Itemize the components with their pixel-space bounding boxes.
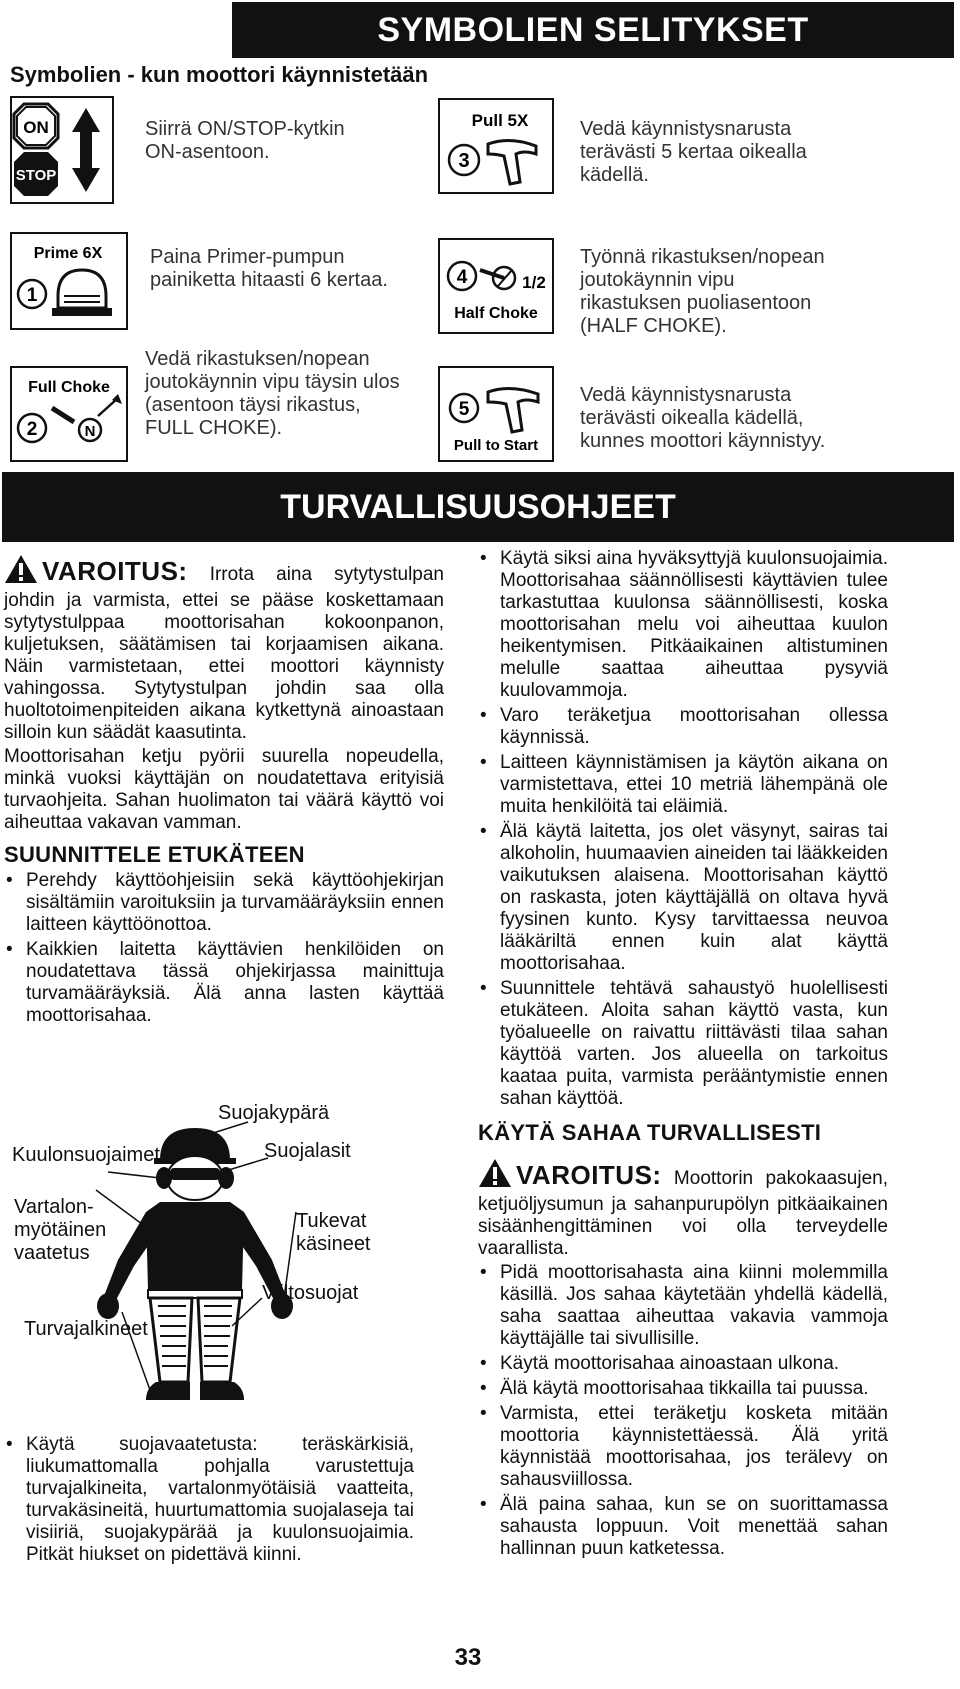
symbols-header-banner — [232, 2, 954, 58]
label-gloves: Tukevat käsineet — [296, 1210, 371, 1255]
symbol-text-full-choke: Vedä rikastuksen/nopean joutokäynnin vipu täysin ulos (asentoon täysi rikastus, FULL CHOKE). — [145, 348, 400, 439]
list-item: • Käytä suojavaatetusta: teräskärkisiä, liukumattomalla pohjalla varustettuja turvajalkineita, vartalonmyötäisiä vaatteita, turvakäsineitä, huurtumattomia suojalaseja tai visiiriä, suojakypärää ja kuulonsuojaimia. Pitkät hiukset on pidettävä kiinni. — [4, 1434, 414, 1566]
label-safety-glasses: Suojalasit — [264, 1140, 351, 1162]
plan-ahead-heading: SUUNNITTELE ETUKÄTEEN — [4, 842, 305, 867]
list-item: • Varo teräketjua moottorisahan ollessa käynnissä. — [478, 705, 888, 749]
prime-6x-icon — [10, 232, 128, 330]
use-safely-list — [478, 1262, 888, 1560]
label-snug-clothing: Vartalon- myötäinen vaatetus — [14, 1196, 107, 1264]
pull-to-start-label: Pull to Start — [453, 437, 539, 454]
prime-6x-label: Prime 6X — [33, 245, 103, 262]
symbol-text-prime-6x: Paina Primer-pumpun painiketta hitaasti 6 kertaa. — [150, 246, 388, 291]
stop-label: STOP — [15, 167, 57, 184]
label-chaps: Viiltosuojat — [262, 1282, 359, 1304]
warning-text-2: Moottorin pakokaasujen, ketjuöljysumun ja sahanpurupölyn pitkäaikainen sisäänhengittäminen voi olla terveydelle vaarallista. — [478, 1168, 888, 1259]
symbol-text-half-choke: Työnnä rikastuksen/nopean joutokäynnin vipu rikastuksen puoliasentoon (HALF CHOKE). — [580, 246, 825, 337]
symbol-text-pull-5x: Vedä käynnistysnarusta terävästi 5 kertaa oikealla kädellä. — [580, 118, 807, 186]
chain-warning-text: Moottorisahan ketju pyörii suurella nopeudella, minkä vuoksi käyttäjän on noudatettava erityisiä turvaohjeita. Sahan huolimaton tai väärä käyttö voi aiheuttaa vakavan vamman. — [4, 746, 444, 833]
step-4-label: 4 — [456, 267, 468, 288]
warning-block-1 — [4, 554, 444, 744]
list-item: • Perehdy käyttöohjeisiin sekä käyttöohjekirjan sisältämiin varoituksiin ja turvamääräyksiin ennen laitteen käyttöönottoa. — [4, 870, 444, 936]
safety-banner — [2, 472, 954, 542]
step-5-label: 5 — [458, 399, 470, 420]
pull-5x-label: Pull 5X — [471, 111, 529, 130]
warning-triangle-icon — [4, 554, 38, 590]
plan-ahead-list — [4, 870, 444, 1027]
use-safely-heading: KÄYTÄ SAHAA TURVALLISESTI — [478, 1120, 822, 1145]
half-choke-label: Half Choke — [454, 305, 538, 322]
warning-block-2 — [478, 1158, 888, 1260]
on-label: ON — [23, 118, 49, 137]
warning-text-1: Irrota aina sytytystulpan johdin ja varmista, ettei se pääse koskettamaan sytytystulppaa moottorisahan kokoonpanon, kuljetuksen, säätämisen tai korjaamisen aikana. Näin varmistetaan, ettei moottori käynnisty vahingossa. Sytytystulpan johdin saa olla huoltotoimenpiteiden aikana kytkettynä ainoastaan silloin kun säädät kaasutinta. — [4, 564, 444, 743]
right-column — [478, 548, 888, 1563]
warning-label-2: VAROITUS: — [516, 1160, 662, 1190]
half-label: 1/2 — [522, 273, 546, 292]
symbol-text-on-stop: Siirrä ON/STOP-kytkin ON-asentoon. — [145, 118, 345, 163]
label-helmet: Suojakypärä — [218, 1102, 330, 1124]
n-label: N — [84, 423, 96, 440]
pull-to-start-icon — [438, 366, 554, 462]
page-number: 33 — [454, 1644, 482, 1671]
list-item: • Laitteen käynnistämisen ja käytön aikana on varmistettava, ettei 10 metriä lähempänä ole muita henkilöitä tai eläimiä. — [478, 752, 888, 818]
pull-5x-icon — [438, 98, 554, 194]
warning-label-1: VAROITUS: — [42, 556, 188, 586]
list-item: • Älä käytä moottorisahaa tikkailla tai puussa. — [478, 1378, 888, 1400]
half-choke-icon — [438, 238, 554, 334]
label-hearing-protection: Kuulonsuojaimet — [12, 1144, 160, 1166]
full-choke-label: Full Choke — [28, 379, 110, 396]
safety-title: TURVALLISUUSOHJEET — [280, 488, 676, 526]
warning-triangle-icon — [478, 1158, 512, 1194]
list-item: • Käytä moottorisahaa ainoastaan ulkona. — [478, 1353, 888, 1375]
list-item: • Älä käytä laitetta, jos olet väsynyt, sairas tai alkoholin, huumaavien aineiden tai lääkkeiden vaikutuksen alaisena. Moottorisahan käyttö on raskasta, joten käyttäjällä on oltava hyvä fyysinen kunto. Kysy tarvittaessa neuvoa lääkäriltä ennen kuin alat käyttä moottorisahaa. — [478, 821, 888, 975]
on-stop-icon — [10, 96, 114, 204]
step-2-label: 2 — [26, 419, 38, 440]
list-item: • Suunnittele tehtävä sahaustyö huolellisesti etukäteen. Aloita sahan käyttö vasta, kun työalueelle on raivattu riittävästi tilaa sahan käyttöä varten. Jos alueella on tarkoitus kaataa puita, varmista perääntymistie ennen sahan käyttöä. — [478, 978, 888, 1110]
page-title: SYMBOLIEN SELITYKSET — [377, 11, 809, 49]
label-boots: Turvajalkineet — [24, 1318, 148, 1340]
symbol-text-pull-to-start: Vedä käynnistysnarusta terävästi oikealla kädellä, kunnes moottori käynnistyy. — [580, 384, 826, 452]
right-safety-list — [478, 548, 888, 1110]
clothing-list — [4, 1434, 414, 1569]
list-item: • Kaikkien laitetta käyttävien henkilöiden on noudatettava tässä ohjekirjassa mainittuja turvamääräyksiä. Älä anna lasten käyttää moottorisahaa. — [4, 939, 444, 1027]
symbols-subtitle: Symbolien - kun moottori käynnistetään — [10, 62, 429, 87]
step-3-label: 3 — [458, 150, 470, 172]
left-column — [4, 554, 444, 1030]
full-choke-icon — [10, 366, 128, 462]
list-item: • Varmista, ettei teräketju kosketa mitään moottoria käynnistettäessä. Älä yritä käynnistää moottorisahaa, jos terälevy on sahausviillossa. — [478, 1403, 888, 1491]
list-item: • Käytä siksi aina hyväksyttyjä kuulonsuojaimia. Moottorisahaa säännöllisesti käyttävien tulee tarkastuttaa kuulonsa säännöllisesti, koska moottorisahan melu voi aiheuttaa kuulon heikentymisen. Pitkäaikainen altistuminen melulle saattaa aiheuttaa pysyviä kuulovammoja. — [478, 548, 888, 702]
list-item: • Älä paina sahaa, kun se on suorittamassa sahausta loppuun. Voit menettää sahan hallinnan puun katketessa. — [478, 1494, 888, 1560]
step-1-label: 1 — [26, 285, 38, 306]
list-item: • Pidä moottorisahasta aina kiinni molemmilla käsillä. Jos sahaa käytetään yhdellä kädellä, saha saattaa aiheuttaa vakavia vammoja käyttäjälle tai sivullisille. — [478, 1262, 888, 1350]
